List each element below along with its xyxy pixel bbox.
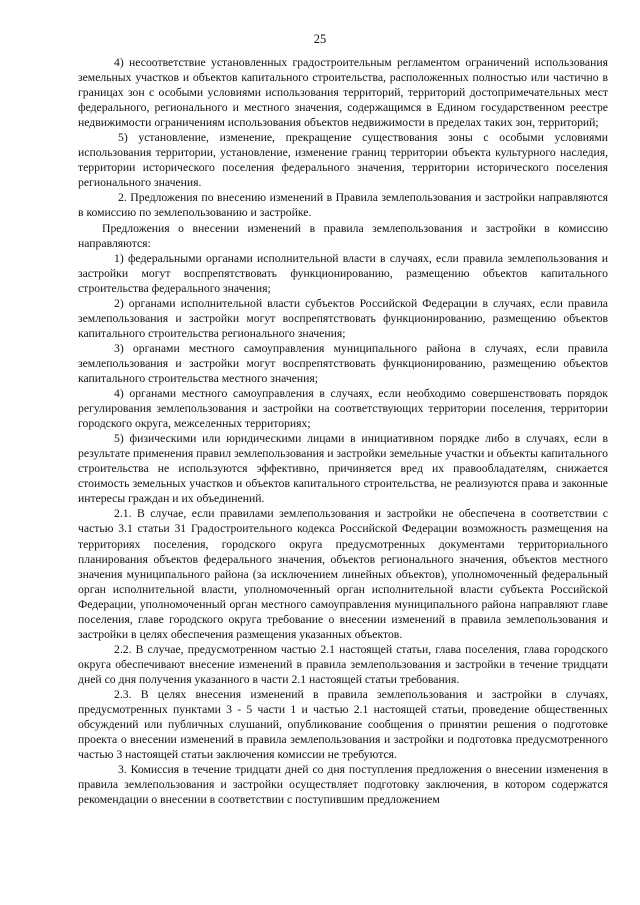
- paragraph-list-4: 4) органами местного самоуправления в случаях, если необходимо совершенствовать порядок регулирования землепользования и застройки на соответствующих территории поселения, территории городского округа, межселенных территориях;: [78, 387, 608, 431]
- paragraph-section-2: 2. Предложения по внесению изменений в Правила землепользования и застройки направляются в комиссию по землепользованию и застройке.: [78, 191, 608, 220]
- paragraph-section-2-1: 2.1. В случае, если правилами землепользования и застройки не обеспечена в соответствии с частью 3.1 статьи 31 Градостроительного кодекса Российской Федерации возможность размещения на территориях поселения, городского округа предусмотренных документами территориального планирования объектов федерального значения, объектов регионального значения, объектов местного значения муниципального района (за исключением линейных объектов), уполномоченный федеральный орган исполнительной власти, уполномоченный орган исполнительной власти субъекта Российской Федерации, уполномоченный орган местного самоуправления муниципального района направляют главе поселения, главе городского округа требование о внесении изменений в правила землепользования и застройки в целях обеспечения размещения указанных объектов.: [78, 507, 608, 641]
- paragraph-list-2: 2) органами исполнительной власти субъектов Российской Федерации в случаях, если правила землепользования и застройки могут воспрепятствовать функционированию, размещению объектов капитального строительства регионального значения;: [78, 296, 608, 340]
- page-number: 25: [313, 32, 327, 46]
- paragraph-list-1: 1) федеральными органами исполнительной власти в случаях, если правила землепользования и застройки могут воспрепятствовать функционированию, размещению объектов капитального строительства федерального значения;: [78, 251, 608, 295]
- paragraph-item-5: 5) установление, изменение, прекращение существования зоны с особыми условиями использования территории, установление, изменение границ территории объекта культурного наследия, территории исторического поселения федерального значения, территории исторического поселения регионального значения.: [78, 131, 608, 190]
- paragraph-list-3: 3) органами местного самоуправления муниципального района в случаях, если правила землепользования и застройки могут воспрепятствовать функционированию, размещению объектов капитального строительства местного значения;: [78, 341, 608, 385]
- paragraph-item-4: 4) несоответствие установленных градостроительным регламентом ограничений использования земельных участков и объектов капитального строительства, расположенных полностью или частично в границах зон с особыми условиями использования территорий, территорий достопримечательных мест федерального, регионального и местного значения, содержащимся в Едином государственном реестре недвижимости ограничениям использования объектов недвижимости в пределах таких зон, территорий;: [78, 56, 608, 130]
- paragraph-section-2-3: 2.3. В целях внесения изменений в правила землепользования и застройки в случаях, предусмотренных пунктами 3 - 5 части 1 и частью 2.1 настоящей статьи, проведение общественных обсуждений или публичных слушаний, опубликование сообщения о принятии решения о подготовке проекта о внесении изменений в правила землепользования и застройки и подготовка предусмотренного частью 3 настоящей статьи заключения комиссии не требуются.: [78, 687, 608, 762]
- document-body: [78, 55, 608, 807]
- paragraph-list-5: 5) физическими или юридическими лицами в инициативном порядке либо в случаях, если в результате применения правил землепользования и застройки земельные участки и объекты капитального строительства не используются эффективно, причиняется вред их правообладателям, снижается стоимость земельных участков и объектов капитального строительства, не реализуются права и законные интересы граждан и их объединений.: [78, 432, 608, 506]
- paragraph-section-2-2: 2.2. В случае, предусмотренном частью 2.1 настоящей статьи, глава поселения, глава городского округа обеспечивают внесение изменений в правила землепользования и застройки в течение тридцати дней со дня получения указанного в части 2.1 настоящей статьи требования.: [78, 642, 608, 686]
- paragraph-section-3: 3. Комиссия в течение тридцати дней со дня поступления предложения о внесении изменения в правила землепользования и застройки осуществляет подготовку заключения, в котором содержатся рекомендации о внесении в соответствии с поступившим предложением: [78, 763, 608, 807]
- paragraph-proposals-intro: Предложения о внесении изменений в правила землепользования и застройки в комиссию направляются:: [78, 221, 608, 250]
